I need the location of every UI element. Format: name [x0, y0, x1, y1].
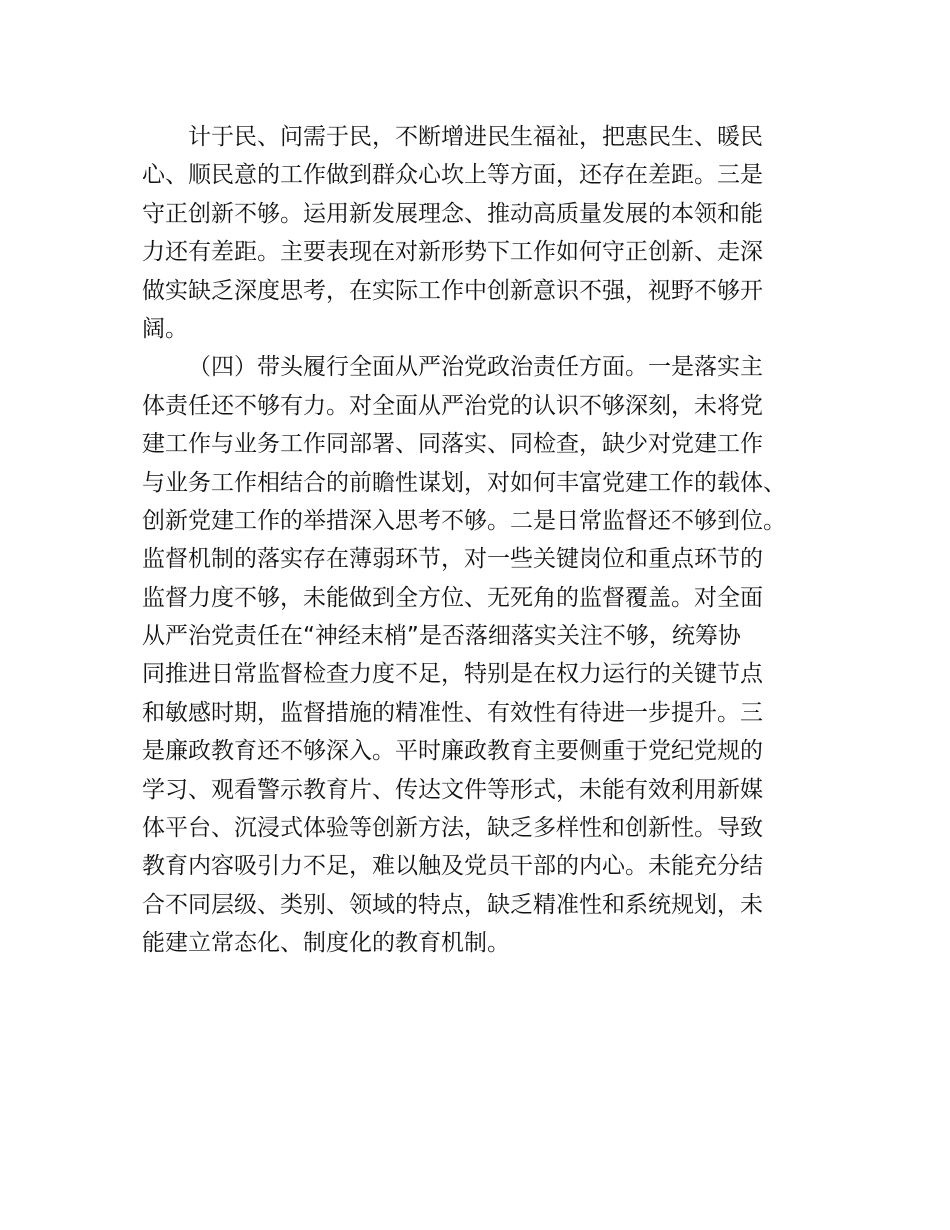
- text-line: 同推进日常监督检查力度不足，特别是在权力运行的关键节点: [142, 661, 763, 688]
- text-line: （四）带头履行全面从严治党政治责任方面。一是落实主: [188, 354, 763, 381]
- text-line: 体责任还不够有力。对全面从严治党的认识不够深刻，未将党: [142, 392, 763, 419]
- text-line: 与业务工作相结合的前瞻性谋划，对如何丰富党建工作的载体、: [142, 469, 786, 496]
- text-line: 教育内容吸引力不足，难以触及党员干部的内心。未能充分结: [142, 853, 763, 880]
- text-line: 计于民、问需于民，不断增进民生福祉，把惠民生、暖民: [188, 124, 763, 150]
- text-line: 阔。: [142, 315, 188, 342]
- text-line: 守正创新不够。运用新发展理念、推动高质量发展的本领和能: [142, 200, 763, 227]
- text-line: 监督机制的落实存在薄弱环节，对一些关键岗位和重点环节的: [142, 546, 763, 573]
- text-line: 体平台、沉浸式体验等创新方法，缺乏多样性和创新性。导致: [142, 815, 763, 842]
- text-line: 学习、观看警示教育片、传达文件等形式，未能有效利用新媒: [142, 776, 763, 803]
- text-line: 创新党建工作的举措深入思考不够。二是日常监督还不够到位。: [142, 507, 786, 534]
- text-line: 从严治党责任在“神经末梢”是否落细落实关注不够，统筹协: [142, 623, 741, 650]
- text-line: 力还有差距。主要表现在对新形势下工作如何守正创新、走深: [142, 239, 763, 266]
- text-line: 监督力度不够，未能做到全方位、无死角的监督覆盖。对全面: [142, 584, 763, 611]
- text-line: 能建立常态化、制度化的教育机制。: [142, 930, 510, 957]
- body-text: [142, 118, 822, 963]
- text-line: 心、顺民意的工作做到群众心坎上等方面，还存在差距。三是: [142, 162, 763, 189]
- text-line: 做实缺乏深度思考，在实际工作中创新意识不强，视野不够开: [142, 277, 763, 304]
- text-line: 和敏感时期，监督措施的精准性、有效性有待进一步提升。三: [142, 699, 763, 726]
- text-line: 是廉政教育还不够深入。平时廉政教育主要侧重于党纪党规的: [142, 738, 763, 765]
- text-line: 合不同层级、类别、领域的特点，缺乏精准性和系统规划，未: [142, 891, 763, 918]
- text-line: 建工作与业务工作同部署、同落实、同检查，缺少对党建工作: [142, 431, 763, 458]
